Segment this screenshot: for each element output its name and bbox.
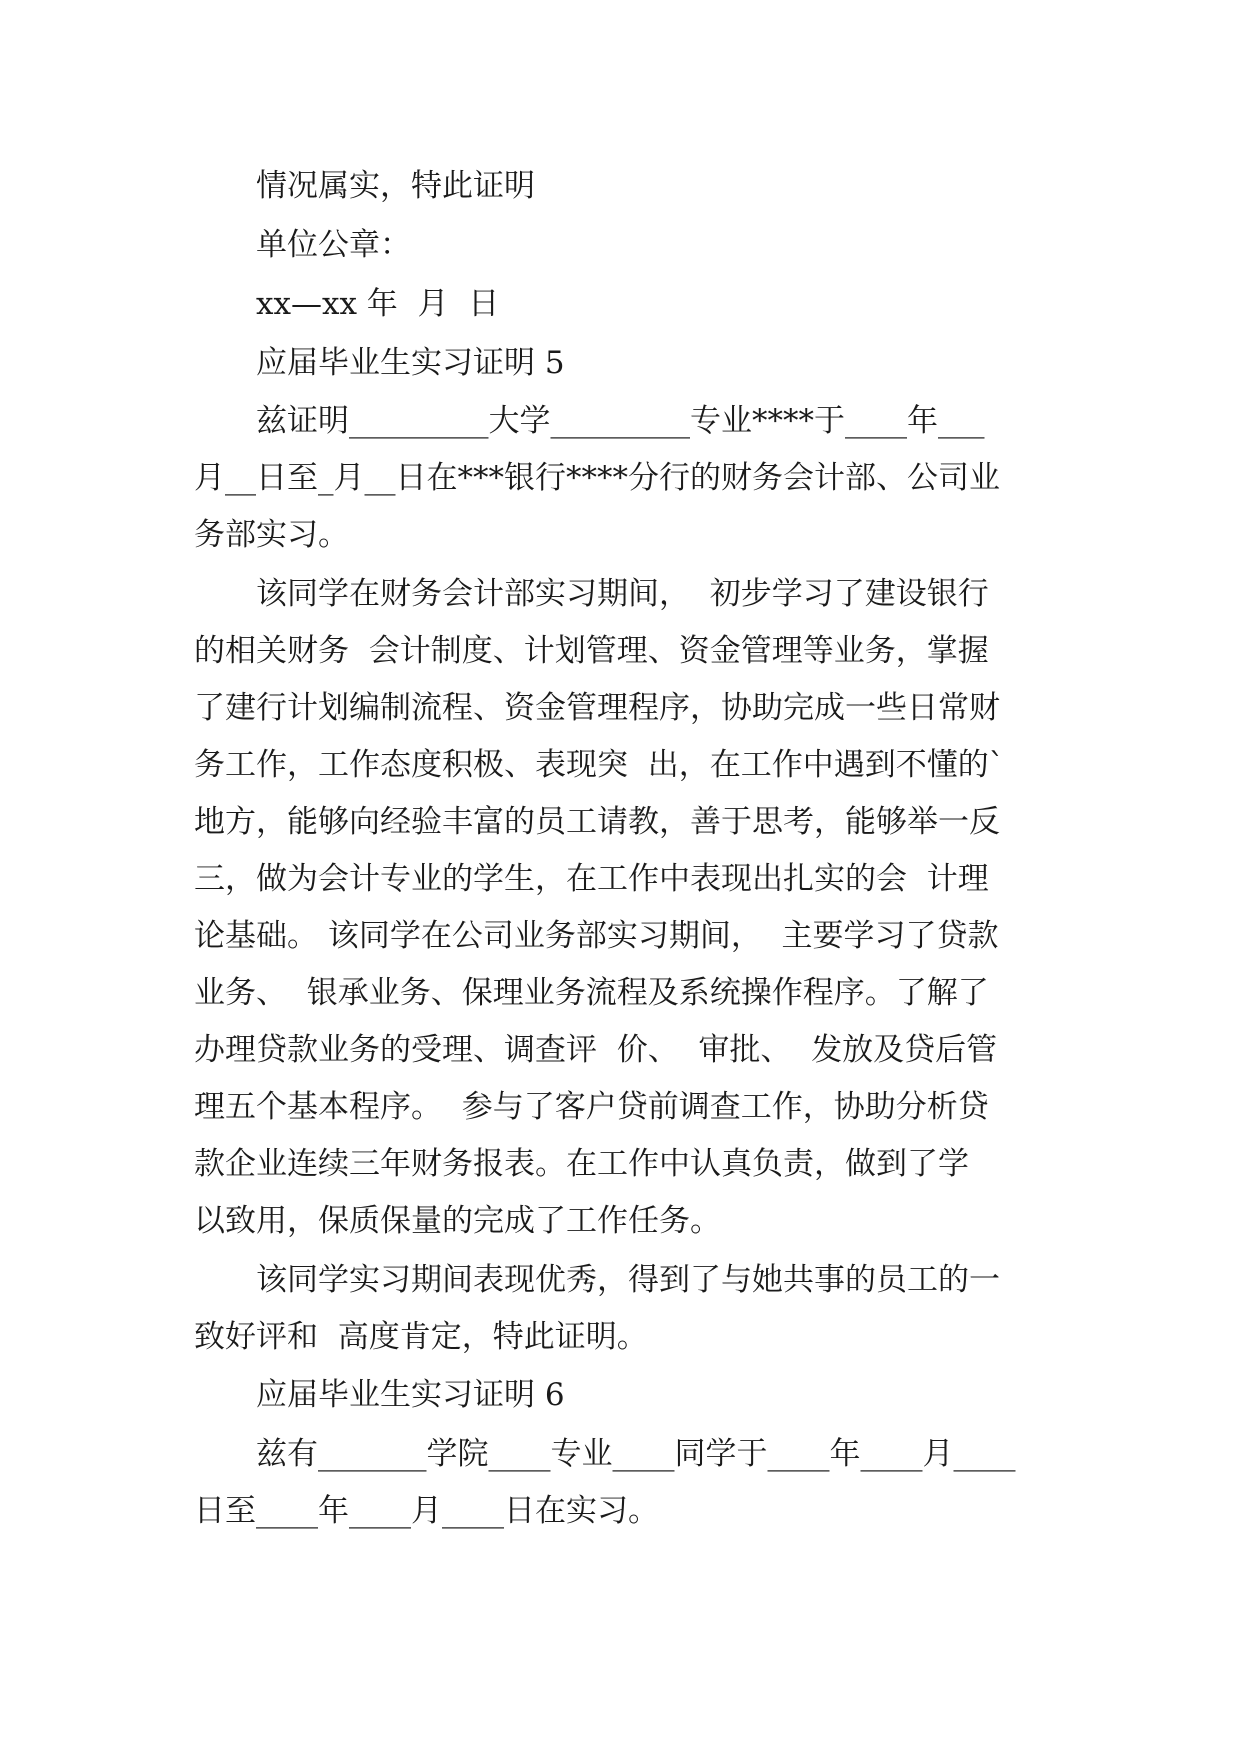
- text-line: 地方，能够向经验丰富的员工请教，善于思考，能够举一反: [194, 804, 1000, 840]
- section-heading: 应届毕业生实习证明 6: [256, 1377, 565, 1413]
- text-line: 兹证明_________大学_________专业****于____年___: [256, 403, 985, 439]
- text-line: xx—xx 年 月 日: [256, 286, 500, 322]
- text-line: 该同学实习期间表现优秀，得到了与她共事的员工的一: [256, 1262, 1000, 1298]
- text-line: 业务、 银承业务、保理业务流程及系统操作程序。了解了: [194, 975, 989, 1011]
- text-line: 款企业连续三年财务报表。在工作中认真负责，做到了学: [194, 1146, 969, 1182]
- text-line: 务工作，工作态度积极、表现突 出，在工作中遇到不懂的`: [194, 747, 1005, 783]
- text-line: 单位公章：: [256, 227, 411, 263]
- text-line: 务部实习。: [194, 517, 349, 553]
- text-line: 理五个基本程序。 参与了客户贷前调查工作，协助分析贷: [194, 1089, 989, 1125]
- text-line: 日至____年____月____日在实习。: [194, 1493, 659, 1529]
- text-line: 月__日至_月__日在***银行****分行的财务会计部、公司业: [194, 460, 1000, 496]
- text-line: 论基础。 该同学在公司业务部实习期间， 主要学习了贷款: [194, 918, 999, 954]
- text-line: 办理贷款业务的受理、调查评 价、 审批、 发放及贷后管: [194, 1032, 998, 1068]
- text-line: 了建行计划编制流程、资金管理程序，协助完成一些日常财: [194, 690, 1000, 726]
- text-line: 该同学在财务会计部实习期间， 初步学习了建设银行: [256, 576, 989, 612]
- text-line: 兹有_______学院____专业____同学于____年____月____: [256, 1436, 1016, 1472]
- text-line: 的相关财务 会计制度、计划管理、资金管理等业务，掌握: [194, 633, 989, 669]
- text-line: 情况属实，特此证明: [256, 168, 535, 204]
- section-heading: 应届毕业生实习证明 5: [256, 345, 565, 381]
- text-line: 以致用，保质保量的完成了工作任务。: [194, 1203, 721, 1239]
- text-line: 三，做为会计专业的学生，在工作中表现出扎实的会 计理: [194, 861, 989, 897]
- text-line: 致好评和 高度肯定，特此证明。: [194, 1319, 648, 1355]
